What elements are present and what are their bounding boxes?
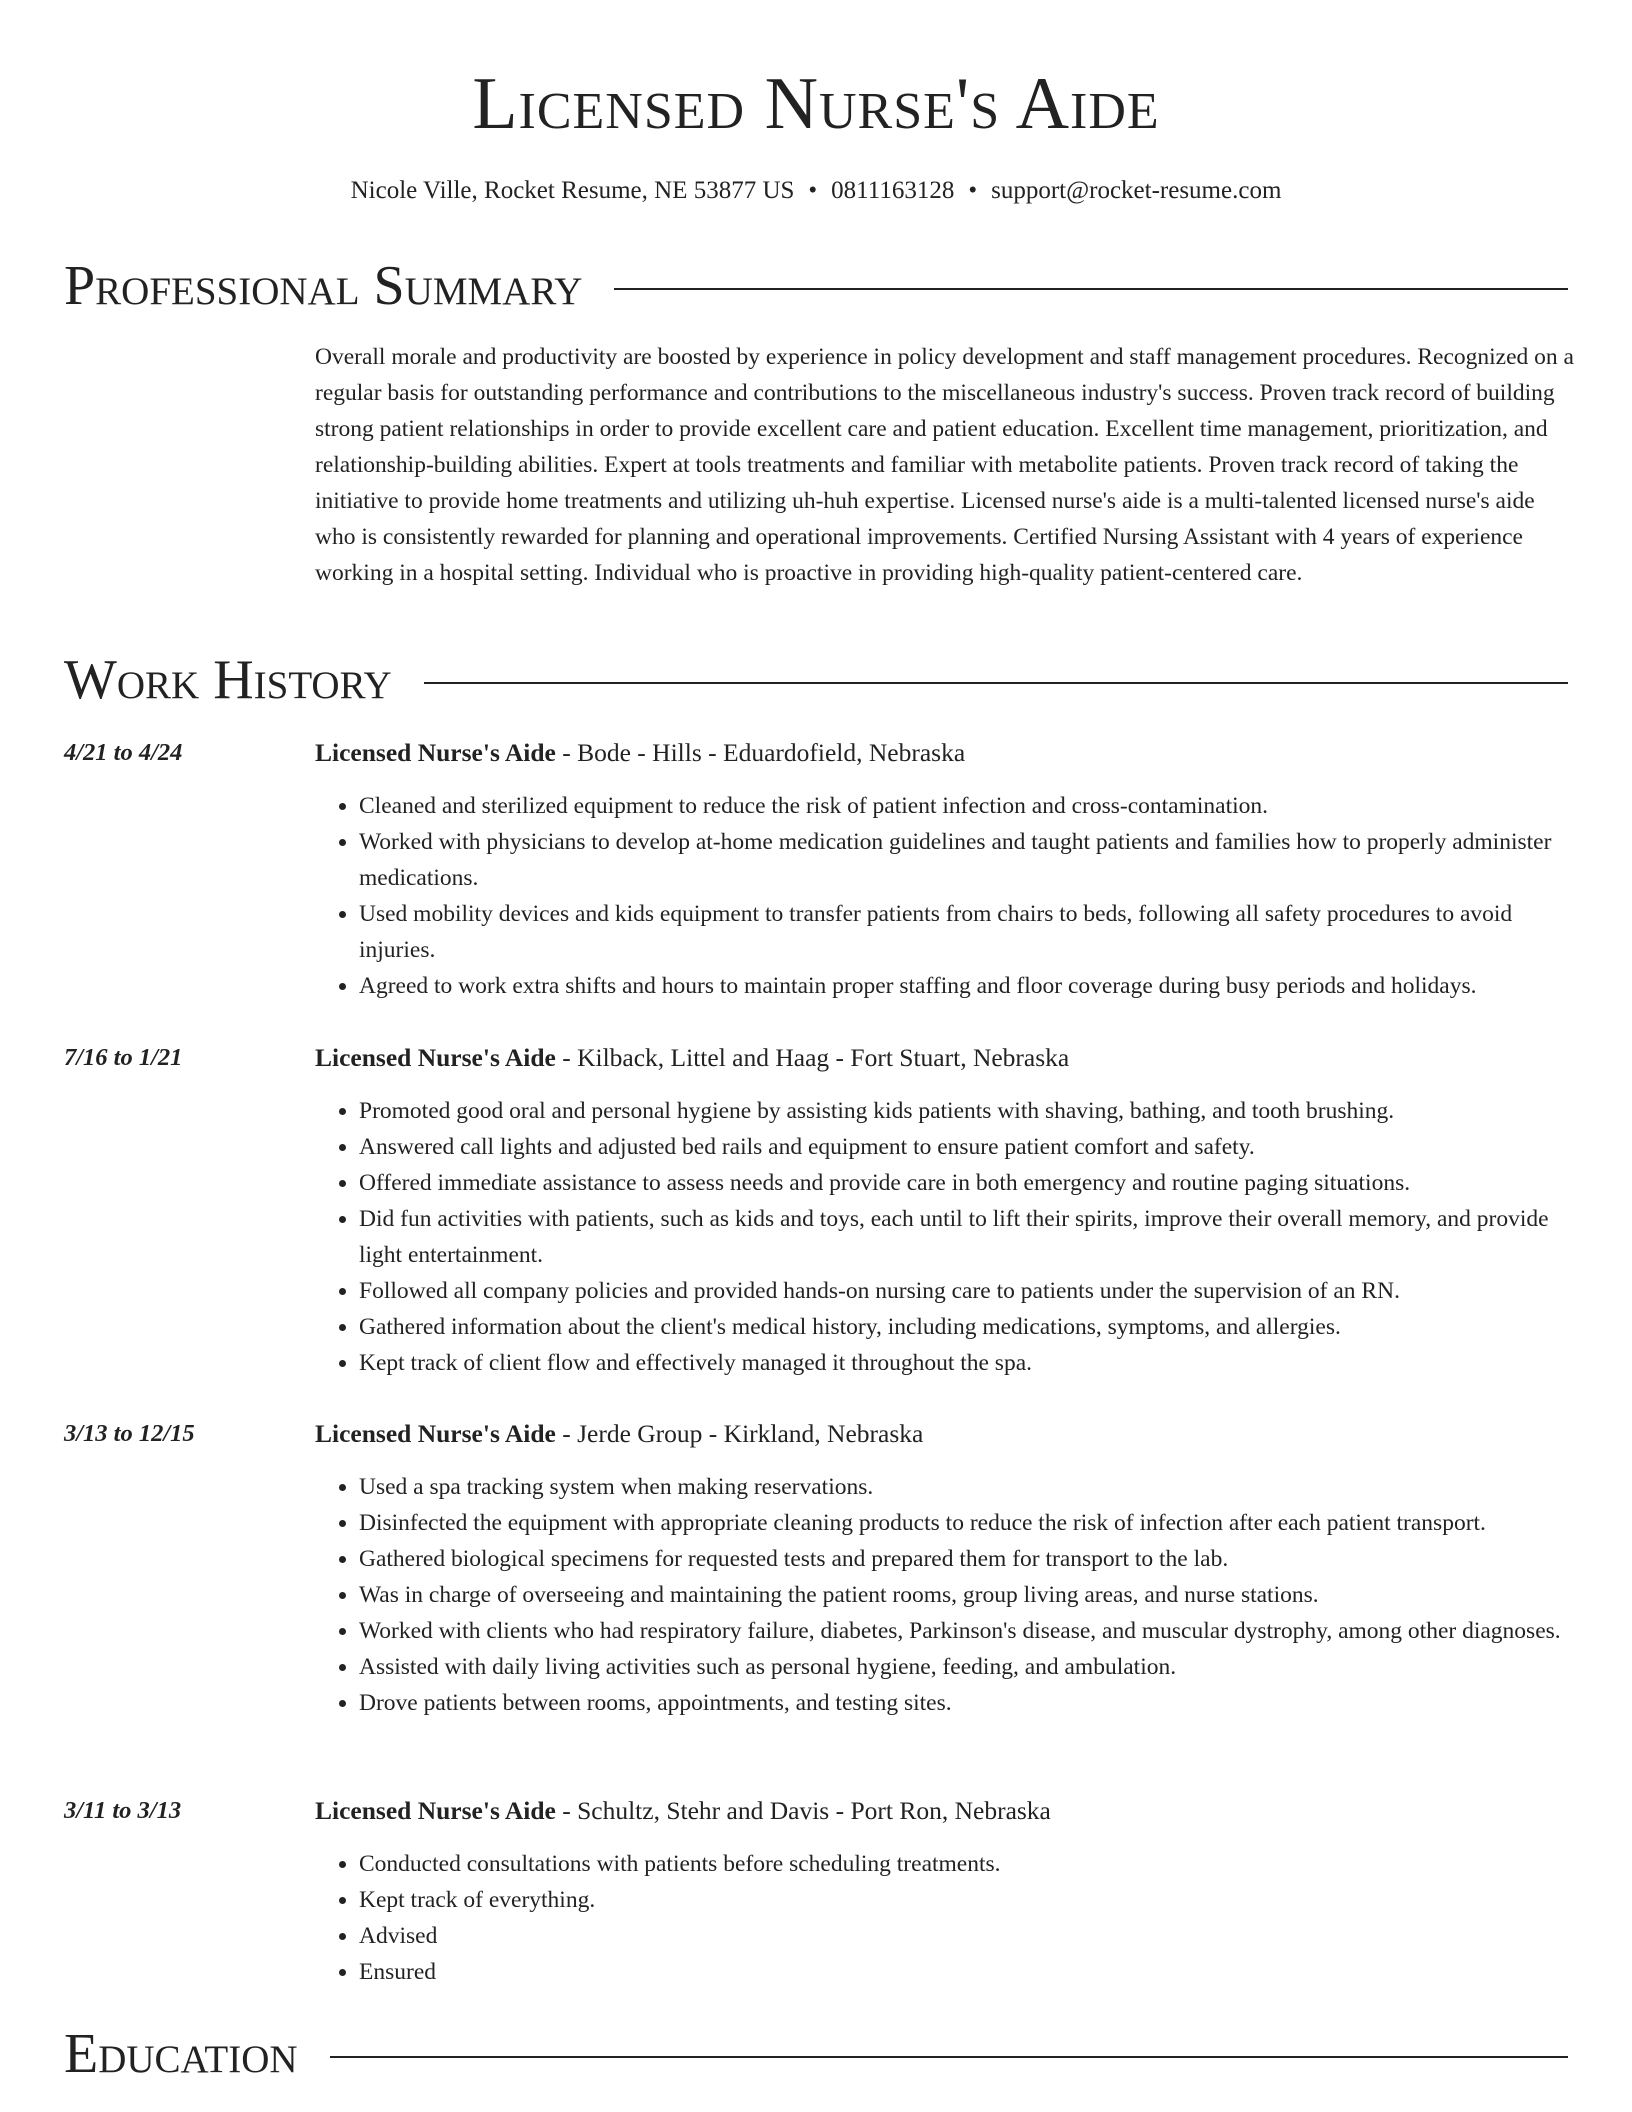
list-item: • Used mobility devices and kids equipment to transfer patients from chairs to beds, following all safety procedures to avoid injuries. — [359, 896, 1568, 968]
contact-separator: • — [968, 177, 978, 204]
list-item: • Conducted consultations with patients before scheduling treatments. — [359, 1846, 1568, 1882]
list-item: • Gathered information about the client's medical history, including medications, symptoms, and allergies. — [359, 1309, 1568, 1345]
job-employer: - Schultz, Stehr and Davis - Port Ron, Nebraska — [555, 1796, 1051, 1825]
list-item: • Kept track of client flow and effectively managed it throughout the spa. — [359, 1345, 1568, 1381]
job-header — [315, 1417, 923, 1451]
section-divider — [424, 682, 1568, 684]
job-duties-list — [315, 1093, 1568, 1381]
contact-line — [0, 174, 1632, 208]
list-item: • Cleaned and sterilized equipment to reduce the risk of patient infection and cross-contamination. — [359, 788, 1568, 824]
section-title-work-history: Work History — [64, 649, 392, 711]
job-header — [315, 736, 965, 770]
contact-email[interactable]: support@rocket-resume.com — [991, 177, 1282, 204]
list-item: • Offered immediate assistance to assess needs and provide care in both emergency and routine paging situations. — [359, 1165, 1568, 1201]
list-item: • Worked with clients who had respiratory failure, diabetes, Parkinson's disease, and muscular dystrophy, among other diagnoses. — [359, 1613, 1568, 1649]
contact-phone: 0811163128 — [831, 177, 955, 204]
contact-address: Nicole Ville, Rocket Resume, NE 53877 US — [350, 177, 795, 204]
list-item: • Assisted with daily living activities such as personal hygiene, feeding, and ambulation. — [359, 1649, 1568, 1685]
job-title: Licensed Nurse's Aide — [315, 738, 556, 767]
job-title: Licensed Nurse's Aide — [315, 1796, 556, 1825]
section-header-work-history — [64, 648, 1568, 712]
job-header — [315, 1041, 1069, 1075]
list-item: • Followed all company policies and provided hands-on nursing care to patients under the supervision of an RN. — [359, 1273, 1568, 1309]
list-item: • Answered call lights and adjusted bed rails and equipment to ensure patient comfort and safety. — [359, 1129, 1568, 1165]
section-header-summary — [64, 254, 1568, 318]
section-header-education — [64, 2022, 1568, 2086]
list-item: • Agreed to work extra shifts and hours to maintain proper staffing and floor coverage during busy periods and holidays. — [359, 968, 1568, 1004]
contact-separator: • — [808, 177, 818, 204]
section-divider — [330, 2056, 1568, 2058]
job-dates: 3/13 to 12/15 — [64, 1420, 195, 1447]
section-title-education: Education — [64, 2023, 298, 2085]
job-title: Licensed Nurse's Aide — [315, 1043, 556, 1072]
job-title: Licensed Nurse's Aide — [315, 1419, 556, 1448]
list-item: • Was in charge of overseeing and maintaining the patient rooms, group living areas, and nurse stations. — [359, 1577, 1568, 1613]
list-item: • Kept track of everything. — [359, 1882, 1568, 1918]
list-item: • Drove patients between rooms, appointments, and testing sites. — [359, 1685, 1568, 1721]
section-divider — [614, 288, 1568, 290]
summary-text: Overall morale and productivity are boosted by experience in policy development and staff management procedures. Recognized on a regular basis for outstanding performance and contributions to the miscellaneous industry's success. Proven track record of building strong patient relationships in order to provide excellent care and patient education. Excellent time management, prioritization, and relationship-building abilities. Expert at tools treatments and familiar with metabolite patients. Proven track record of taking the initiative to provide home treatments and utilizing uh-huh expertise. Licensed nurse's aide is a multi-talented licensed nurse's aide who is consistently rewarded for planning and operational improvements. Certified Nursing Assistant with 4 years of experience working in a hospital setting. Individual who is proactive in providing high-quality patient-centered care. — [315, 344, 1574, 586]
job-dates: 3/11 to 3/13 — [64, 1797, 182, 1824]
job-duties-list — [315, 788, 1568, 1004]
list-item: • Did fun activities with patients, such as kids and toys, each until to lift their spirits, improve their overall memory, and provide light entertainment. — [359, 1201, 1568, 1273]
list-item: • Used a spa tracking system when making reservations. — [359, 1469, 1568, 1505]
job-employer: - Bode - Hills - Eduardofield, Nebraska — [555, 738, 966, 767]
list-item: • Worked with physicians to develop at-home medication guidelines and taught patients and families how to properly administer medications. — [359, 824, 1568, 896]
job-dates: 4/21 to 4/24 — [64, 739, 183, 766]
list-item: • Advised — [359, 1918, 1568, 1954]
list-item: • Promoted good oral and personal hygiene by assisting kids patients with shaving, bathing, and tooth brushing. — [359, 1093, 1568, 1129]
job-header — [315, 1794, 1051, 1828]
job-duties-list — [315, 1469, 1568, 1721]
job-employer: - Jerde Group - Kirkland, Nebraska — [555, 1419, 924, 1448]
list-item: • Gathered biological specimens for requested tests and prepared them for transport to the lab. — [359, 1541, 1568, 1577]
job-duties-list — [315, 1846, 1568, 1990]
section-title-summary: Professional Summary — [64, 255, 583, 317]
job-dates: 7/16 to 1/21 — [64, 1044, 183, 1071]
resume-title: Licensed Nurse's Aide — [472, 63, 1160, 145]
job-employer: - Kilback, Littel and Haag - Fort Stuart, Nebraska — [555, 1043, 1070, 1072]
list-item: • Ensured — [359, 1954, 1568, 1990]
list-item: • Disinfected the equipment with appropriate cleaning products to reduce the risk of infection after each patient transport. — [359, 1505, 1568, 1541]
